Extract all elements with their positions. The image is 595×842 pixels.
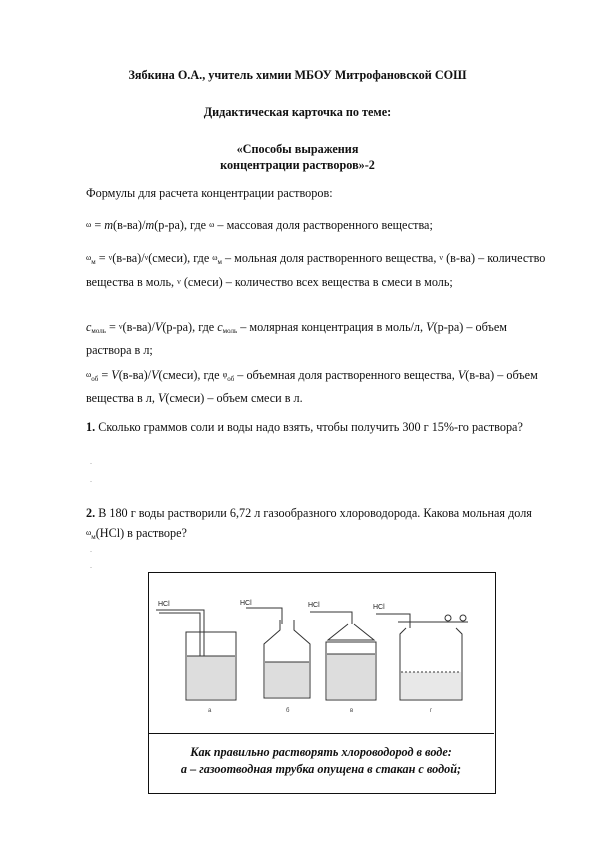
apparatus-b bbox=[246, 608, 310, 698]
gas-label: HCl bbox=[158, 601, 170, 608]
formulas-intro: Формулы для расчета концентрации растворов: bbox=[86, 186, 333, 200]
figure-divider bbox=[148, 733, 494, 734]
formula-mole-fraction: $\omega_м$ = ν(в-ва)/ν(смеси), где $\omega_м$ – мольная доля растворенного вещества, ν (в-ва) – количество вещества в моль, ν (смеси) – количество всех вещества в смеси в моль; bbox=[86, 251, 546, 289]
card-title: Дидактическая карточка по теме: bbox=[203, 105, 392, 119]
formula-volume-fraction: $\omega_{об}$ = V(в-ва)/V(смеси), где $\varphi_{об}$ – объемная доля растворенного вещества, V(в-ва) – объем вещества в л, V(смеси) – объем смеси в л. bbox=[86, 368, 538, 405]
apparatus-d bbox=[376, 614, 468, 700]
item-label: в bbox=[350, 708, 354, 714]
answer-marker: . bbox=[90, 457, 92, 466]
author-line: Зябкина О.А., учитель химии МБОУ Митрофановской СОШ bbox=[128, 68, 467, 82]
topic-line-1: «Способы выражения bbox=[236, 142, 359, 156]
item-label: г bbox=[430, 708, 433, 714]
formula-mass-fraction: ω = m(в-ва)/m(р-ра), где ω – массовая доля растворенного вещества; bbox=[86, 218, 433, 232]
figure-caption-line-1: Как правильно растворять хлороводород в воде: bbox=[190, 745, 452, 759]
gas-label: HCl bbox=[240, 600, 252, 607]
task-1: 1. Сколько граммов соли и воды надо взять, чтобы получить 300 г 15%-го раствора? bbox=[86, 420, 523, 434]
gas-label: HCl bbox=[308, 602, 320, 609]
answer-marker: . bbox=[90, 561, 92, 570]
gas-label: HCl bbox=[373, 604, 385, 611]
figure-caption-line-2: а – газоотводная трубка опущена в стакан с водой; bbox=[180, 762, 462, 776]
hcl-dissolution-figure bbox=[148, 572, 494, 732]
topic-line-2: концентрации растворов»-2 bbox=[220, 158, 375, 172]
formula-molar-concentration: $c_{моль} = \nu(в-ва)/V(р-ра)$, где $c_{моль}$ – молярная концентрация в моль/л, V(р-ра) – объем раствора в л; bbox=[86, 320, 507, 357]
apparatus-a bbox=[156, 610, 236, 700]
task-2: 2. В 180 г воды растворили 6,72 л газообразного хлороводорода. Какова мольная доля $\omega_м(HCl)$ в растворе? bbox=[86, 506, 532, 541]
item-label: а bbox=[208, 708, 212, 714]
item-label: б bbox=[286, 708, 290, 714]
answer-marker: . bbox=[90, 475, 92, 484]
apparatus-c bbox=[310, 612, 376, 700]
answer-marker: . bbox=[90, 545, 92, 554]
